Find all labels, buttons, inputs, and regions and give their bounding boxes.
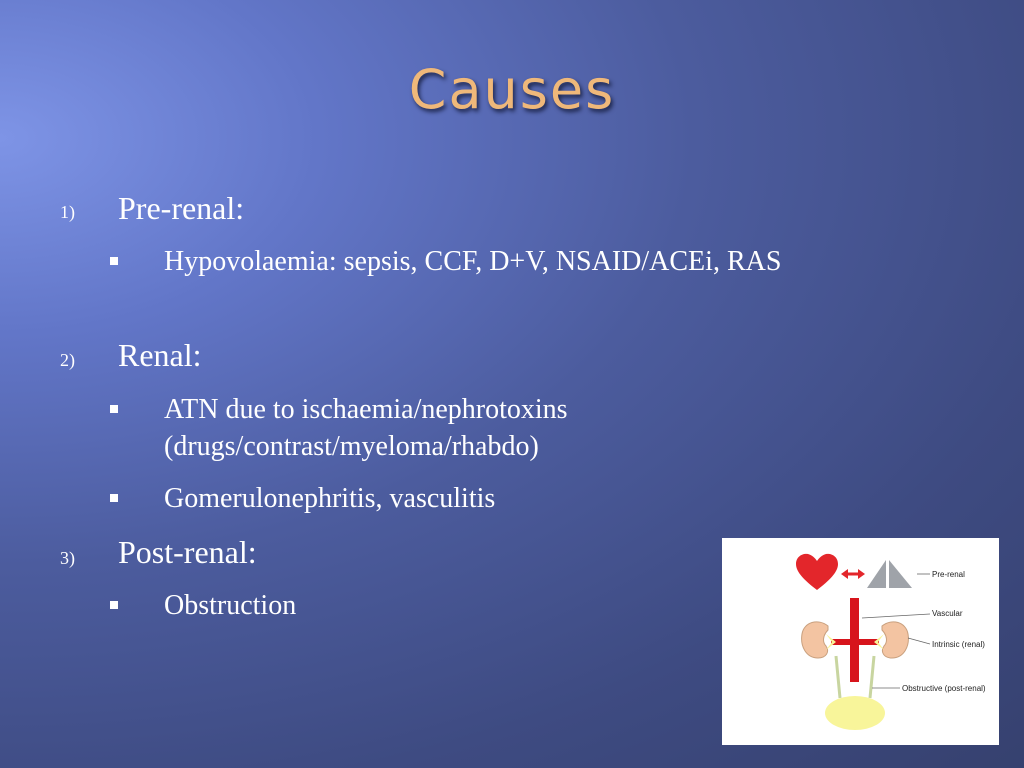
bullet-marker	[110, 494, 118, 502]
list-item-post-renal: Post-renal:	[118, 534, 257, 570]
list-item-pre-renal: Pre-renal:	[118, 190, 245, 226]
diagram-label-intrinsic: Intrinsic (renal)	[932, 640, 985, 649]
list-number-3: 3)	[60, 548, 75, 568]
sub-item-glomerulonephritis: Gomerulonephritis, vasculitis	[164, 483, 496, 514]
vessel-shape	[831, 639, 879, 645]
bladder-icon	[825, 696, 885, 730]
diagram-label-prerenal: Pre-renal	[932, 570, 965, 579]
kidney-icon	[802, 622, 828, 658]
diagram-label-obstructive: Obstructive (post-renal)	[902, 684, 986, 693]
list-item-renal: Renal:	[118, 337, 202, 373]
sub-item-obstruction: Obstruction	[164, 590, 297, 621]
renal-causes-diagram	[722, 538, 999, 745]
bullet-marker	[110, 601, 118, 609]
bullet-marker	[110, 257, 118, 265]
bullet-marker	[110, 405, 118, 413]
list-number-1: 1)	[60, 202, 75, 222]
heart-icon	[796, 554, 838, 590]
kidney-icon	[882, 622, 908, 658]
slide-title: Causes	[408, 58, 616, 121]
sub-item-atn: ATN due to ischaemia/nephrotoxins (drugs/contrast/myeloma/rhabdo)	[164, 394, 568, 462]
sub-item-hypovolaemia: Hypovolaemia: sepsis, CCF, D+V, NSAID/ACEi, RAS	[164, 246, 782, 277]
triangle-shape	[889, 560, 912, 588]
triangle-shape	[867, 560, 886, 588]
double-arrow-icon	[841, 569, 865, 579]
list-number-2: 2)	[60, 350, 75, 370]
renal-diagram-svg	[722, 538, 999, 745]
diagram-label-vascular: Vascular	[932, 609, 963, 618]
